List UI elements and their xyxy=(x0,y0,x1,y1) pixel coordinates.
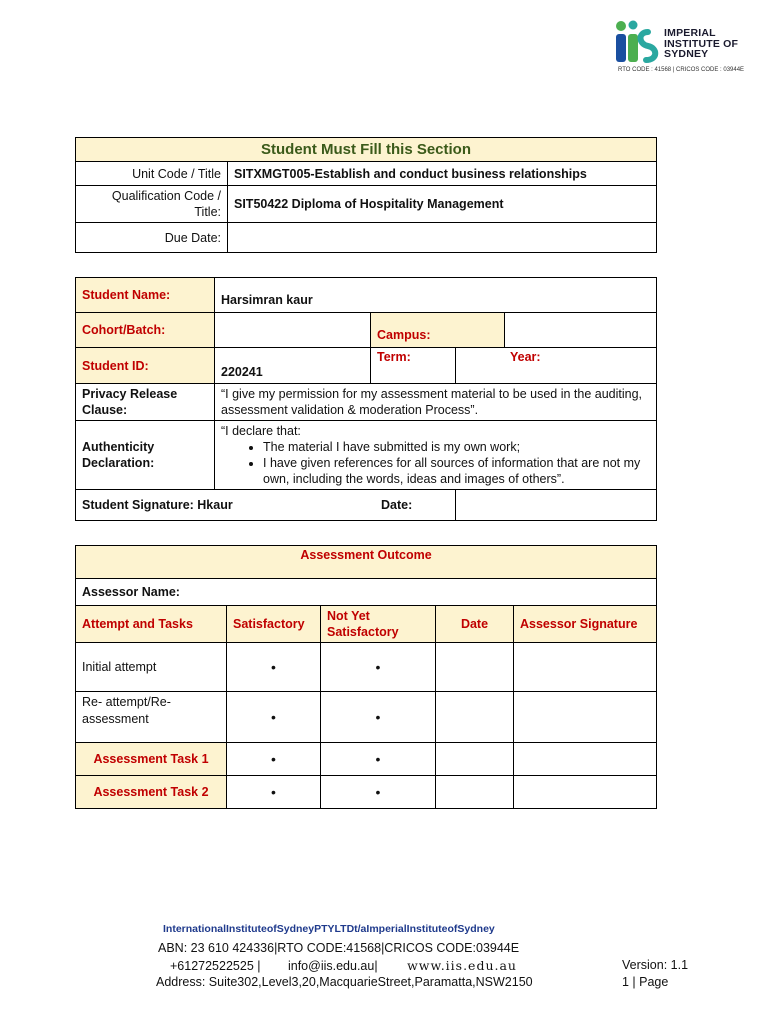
satisfactory-checkbox[interactable]: • xyxy=(227,743,321,776)
student-name-value[interactable]: Harsimran kaur xyxy=(215,278,657,313)
privacy-text: “I give my permission for my assessment material to be used in the auditing, assessment validation & moderation Process”. xyxy=(215,384,657,421)
row-label: Assessment Task 2 xyxy=(76,776,227,809)
logo-wordmark: IMPERIAL INSTITUTE OF SYDNEY xyxy=(664,27,739,60)
footer-contact xyxy=(170,958,517,973)
assessor-name-label[interactable]: Assessor Name: xyxy=(76,579,657,606)
not-yet-checkbox[interactable]: • xyxy=(321,692,436,743)
signature-label[interactable]: Student Signature: Hkaur xyxy=(76,490,456,521)
privacy-label: Privacy Release Clause: xyxy=(76,384,215,421)
footer-version: Version: 1.1 xyxy=(622,958,689,972)
signature-cell[interactable] xyxy=(514,776,657,809)
date-cell[interactable] xyxy=(436,776,514,809)
qualification-value[interactable]: SIT50422 Diploma of Hospitality Management xyxy=(228,186,657,223)
unit-label: Unit Code / Title xyxy=(76,162,228,186)
satisfactory-checkbox[interactable]: • xyxy=(227,776,321,809)
authenticity-label: Authenticity Declaration: xyxy=(76,421,215,490)
term-label: Term: xyxy=(371,348,456,384)
table-row xyxy=(76,776,657,809)
footer-phone: +61272522525 | xyxy=(170,959,261,973)
date-cell[interactable] xyxy=(436,692,514,743)
student-id-value[interactable]: 220241 xyxy=(215,348,371,384)
row-label: Assessment Task 1 xyxy=(76,743,227,776)
col-header-not-yet: Not Yet Satisfactory xyxy=(321,606,436,643)
year-label: Year: xyxy=(456,348,657,384)
section-title: Student Must Fill this Section xyxy=(76,138,657,162)
not-yet-checkbox[interactable]: • xyxy=(321,643,436,692)
col-header-signature: Assessor Signature xyxy=(514,606,657,643)
outcome-title: Assessment Outcome xyxy=(76,546,657,579)
signature-cell[interactable] xyxy=(514,692,657,743)
col-header-date: Date xyxy=(436,606,514,643)
date-cell[interactable] xyxy=(436,743,514,776)
footer-website[interactable]: www.iis.edu.au xyxy=(407,958,517,973)
not-yet-checkbox[interactable]: • xyxy=(321,743,436,776)
qualification-label: Qualification Code / Title: xyxy=(76,186,228,223)
table-row xyxy=(76,692,657,743)
cohort-field[interactable] xyxy=(215,313,371,348)
declaration-point: • The material I have submitted is my own work; xyxy=(263,439,650,455)
date-label[interactable]: Date: xyxy=(381,490,582,521)
cohort-label: Cohort/Batch: xyxy=(76,313,215,348)
footer-company: InternationalInstituteofSydneyPTYLTDt/aImperialInstituteofSydney xyxy=(163,923,495,935)
date-cell[interactable] xyxy=(436,643,514,692)
assessment-outcome-table xyxy=(75,545,657,809)
institute-logo xyxy=(614,20,749,78)
student-name-label: Student Name: xyxy=(76,278,215,313)
unit-value[interactable]: SITXMGT005-Establish and conduct business relationships xyxy=(228,162,657,186)
satisfactory-checkbox[interactable]: • xyxy=(227,643,321,692)
student-details-table xyxy=(75,277,657,521)
logo-codes: RTO CODE : 41568 | CRICOS CODE : 03944E xyxy=(618,67,745,73)
footer-address: Address: Suite302,Level3,20,MacquarieStreet,Paramatta,NSW2150 xyxy=(156,975,533,989)
footer-codes: ABN: 23 610 424336|RTO CODE:41568|CRICOS CODE:03944E xyxy=(158,941,520,955)
due-date-field[interactable] xyxy=(228,223,657,253)
satisfactory-checkbox[interactable]: • xyxy=(227,692,321,743)
table-row xyxy=(76,643,657,692)
col-header-attempt: Attempt and Tasks xyxy=(76,606,227,643)
row-label: Re- attempt/Re-assessment xyxy=(76,692,227,743)
signature-cell[interactable] xyxy=(514,743,657,776)
iis-logo-icon xyxy=(614,20,664,66)
col-header-satisfactory: Satisfactory xyxy=(227,606,321,643)
campus-field[interactable] xyxy=(505,313,657,348)
declaration-point: • I have given references for all sources of information that are not my own, including the words, ideas and images of others”. xyxy=(263,455,650,487)
footer-email[interactable]: info@iis.edu.au| xyxy=(287,959,378,973)
authenticity-text: “I declare that: • The material I have submitted is my own work; • I have given references for all sources of information that are not my own, including the words, ideas and images of others”. xyxy=(215,421,657,490)
row-label: Initial attempt xyxy=(76,643,227,692)
student-id-label: Student ID: xyxy=(76,348,215,384)
campus-label: Campus: xyxy=(371,313,505,348)
due-date-label: Due Date: xyxy=(76,223,228,253)
signature-cell[interactable] xyxy=(514,643,657,692)
table-row xyxy=(76,743,657,776)
student-section-table xyxy=(75,137,657,253)
footer-page: 1 | Page xyxy=(622,975,669,989)
not-yet-checkbox[interactable]: • xyxy=(321,776,436,809)
